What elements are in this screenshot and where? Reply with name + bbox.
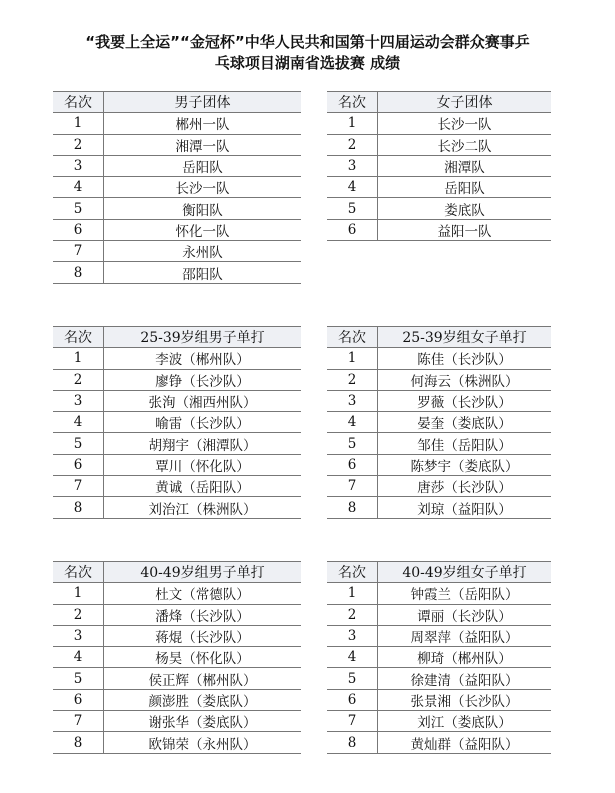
rank-cell: 6 [53, 689, 104, 710]
page-title-line-1: “我要上全运”“金冠杯”中华人民共和国第十四届运动会群众赛事乒 [85, 33, 530, 51]
rank-cell: 2 [327, 604, 378, 625]
table-row [327, 155, 551, 176]
result-cell: 刘江（娄底队） [378, 711, 552, 732]
table-row [327, 348, 551, 369]
rank-cell: 4 [327, 647, 378, 668]
result-cell: 长沙一队 [104, 177, 302, 198]
table-header-row [53, 562, 301, 583]
table-row [53, 155, 301, 176]
result-cell: 杨昊（怀化队） [104, 647, 302, 668]
result-cell: 岳阳队 [378, 177, 552, 198]
table-row [327, 497, 551, 518]
table-row [53, 134, 301, 155]
table-header-row [327, 327, 551, 348]
rank-header: 名次 [53, 562, 104, 583]
table-header-row [53, 92, 301, 113]
womens-singles-25-39-table [327, 326, 551, 519]
table-row [53, 604, 301, 625]
table-row [53, 454, 301, 475]
rank-cell: 3 [53, 625, 104, 646]
rank-cell: 5 [53, 668, 104, 689]
rank-cell: 3 [53, 155, 104, 176]
rank-cell: 4 [53, 412, 104, 433]
result-cell: 湘潭队 [378, 155, 552, 176]
rank-cell: 1 [327, 348, 378, 369]
table-row [327, 412, 551, 433]
event-header: 25-39岁组男子单打 [104, 327, 302, 348]
result-cell: 欧锦荣（永州队） [104, 732, 302, 753]
rank-header: 名次 [327, 92, 378, 113]
rank-cell: 8 [53, 732, 104, 753]
result-cell: 张洵（湘西州队） [104, 390, 302, 411]
rank-cell: 1 [327, 113, 378, 134]
rank-cell: 1 [53, 348, 104, 369]
mens-team-table [53, 91, 301, 284]
result-cell: 陈梦宇（娄底队） [378, 454, 552, 475]
rank-cell: 5 [53, 433, 104, 454]
rank-cell: 7 [53, 241, 104, 262]
table-row [327, 625, 551, 646]
rank-cell: 7 [53, 711, 104, 732]
rank-header: 名次 [327, 327, 378, 348]
rank-cell: 6 [327, 454, 378, 475]
table-row [327, 390, 551, 411]
result-cell: 张景湘（长沙队） [378, 689, 552, 710]
result-cell: 胡翔宇（湘潭队） [104, 433, 302, 454]
result-cell: 侯正辉（郴州队） [104, 668, 302, 689]
rank-header: 名次 [53, 92, 104, 113]
rank-cell: 2 [327, 134, 378, 155]
table-row [327, 476, 551, 497]
table-row [53, 113, 301, 134]
table-header-row [327, 562, 551, 583]
rank-cell: 4 [53, 177, 104, 198]
result-cell: 潘烽（长沙队） [104, 604, 302, 625]
rank-cell: 4 [327, 412, 378, 433]
result-cell: 唐莎（长沙队） [378, 476, 552, 497]
event-header: 男子团体 [104, 92, 302, 113]
table-row [53, 348, 301, 369]
result-cell: 邵阳队 [104, 262, 302, 283]
table-row [53, 262, 301, 283]
rank-header: 名次 [327, 562, 378, 583]
table-row [53, 390, 301, 411]
table-row [53, 177, 301, 198]
table-row [53, 433, 301, 454]
table-row [53, 219, 301, 240]
table-row [53, 689, 301, 710]
result-cell: 何海云（株洲队） [378, 369, 552, 390]
result-cell: 郴州一队 [104, 113, 302, 134]
result-cell: 衡阳队 [104, 198, 302, 219]
result-cell: 罗薇（长沙队） [378, 390, 552, 411]
event-header: 40-49岁组男子单打 [104, 562, 302, 583]
rank-cell: 1 [327, 583, 378, 604]
event-header: 女子团体 [378, 92, 552, 113]
result-cell: 谢张华（娄底队） [104, 711, 302, 732]
table-row [327, 689, 551, 710]
rank-cell: 2 [327, 369, 378, 390]
table-row [53, 711, 301, 732]
result-cell: 周翠萍（益阳队） [378, 625, 552, 646]
rank-cell: 2 [53, 134, 104, 155]
event-header: 40-49岁组女子单打 [378, 562, 552, 583]
rank-cell: 4 [327, 177, 378, 198]
result-cell: 娄底队 [378, 198, 552, 219]
table-row [327, 647, 551, 668]
table-row [327, 198, 551, 219]
rank-cell: 5 [327, 433, 378, 454]
result-cell: 柳琦（郴州队） [378, 647, 552, 668]
table-row [327, 369, 551, 390]
result-cell: 颜澎胜（娄底队） [104, 689, 302, 710]
mens-singles-40-49-table [53, 561, 301, 754]
rank-cell: 5 [327, 198, 378, 219]
result-cell: 刘琼（益阳队） [378, 497, 552, 518]
rank-cell: 8 [53, 497, 104, 518]
result-cell: 蒋焜（长沙队） [104, 625, 302, 646]
womens-singles-40-49-table [327, 561, 551, 754]
rank-cell: 8 [327, 497, 378, 518]
table-row [53, 668, 301, 689]
rank-cell: 8 [327, 732, 378, 753]
result-cell: 晏奎（娄底队） [378, 412, 552, 433]
rank-cell: 6 [53, 219, 104, 240]
rank-cell: 8 [53, 262, 104, 283]
result-cell: 益阳一队 [378, 219, 552, 240]
result-cell: 谭丽（长沙队） [378, 604, 552, 625]
table-header-row [53, 327, 301, 348]
rank-cell: 1 [53, 583, 104, 604]
result-cell: 长沙二队 [378, 134, 552, 155]
rank-header: 名次 [53, 327, 104, 348]
table-row [327, 113, 551, 134]
table-row [53, 198, 301, 219]
table-header-row [327, 92, 551, 113]
table-row [53, 647, 301, 668]
table-row [53, 369, 301, 390]
result-cell: 怀化一队 [104, 219, 302, 240]
rank-cell: 3 [327, 155, 378, 176]
womens-team-table [327, 91, 551, 241]
table-row [327, 219, 551, 240]
result-cell: 黄诚（岳阳队） [104, 476, 302, 497]
table-row [53, 625, 301, 646]
rank-cell: 6 [327, 689, 378, 710]
result-cell: 永州队 [104, 241, 302, 262]
rank-cell: 1 [53, 113, 104, 134]
table-row [327, 134, 551, 155]
rank-cell: 4 [53, 647, 104, 668]
rank-cell: 5 [327, 668, 378, 689]
rank-cell: 3 [327, 390, 378, 411]
table-row [327, 454, 551, 475]
rank-cell: 5 [53, 198, 104, 219]
table-row [53, 241, 301, 262]
table-row [327, 732, 551, 753]
result-cell: 黄灿群（益阳队） [378, 732, 552, 753]
result-cell: 杜文（常德队） [104, 583, 302, 604]
table-row [327, 433, 551, 454]
table-row [53, 583, 301, 604]
table-row [53, 497, 301, 518]
rank-cell: 7 [327, 476, 378, 497]
table-row [327, 583, 551, 604]
rank-cell: 6 [327, 219, 378, 240]
result-cell: 钟霞兰（岳阳队） [378, 583, 552, 604]
result-cell: 刘治江（株洲队） [104, 497, 302, 518]
rank-cell: 2 [53, 604, 104, 625]
rank-cell: 2 [53, 369, 104, 390]
result-cell: 廖铮（长沙队） [104, 369, 302, 390]
table-row [327, 668, 551, 689]
rank-cell: 6 [53, 454, 104, 475]
result-cell: 喻雷（长沙队） [104, 412, 302, 433]
table-row [327, 711, 551, 732]
table-row [327, 604, 551, 625]
event-header: 25-39岁组女子单打 [378, 327, 552, 348]
result-cell: 邹佳（岳阳队） [378, 433, 552, 454]
table-row [53, 476, 301, 497]
rank-cell: 3 [327, 625, 378, 646]
rank-cell: 7 [327, 711, 378, 732]
table-row [327, 177, 551, 198]
result-cell: 徐建清（益阳队） [378, 668, 552, 689]
result-cell: 岳阳队 [104, 155, 302, 176]
result-cell: 陈佳（长沙队） [378, 348, 552, 369]
rank-cell: 3 [53, 390, 104, 411]
result-cell: 覃川（怀化队） [104, 454, 302, 475]
page-title-line-2: 乓球项目湖南省选拔赛 成绩 [214, 54, 401, 72]
table-row [53, 732, 301, 753]
result-cell: 长沙一队 [378, 113, 552, 134]
result-cell: 李波（郴州队） [104, 348, 302, 369]
mens-singles-25-39-table [53, 326, 301, 519]
result-cell: 湘潭一队 [104, 134, 302, 155]
table-row [53, 412, 301, 433]
rank-cell: 7 [53, 476, 104, 497]
